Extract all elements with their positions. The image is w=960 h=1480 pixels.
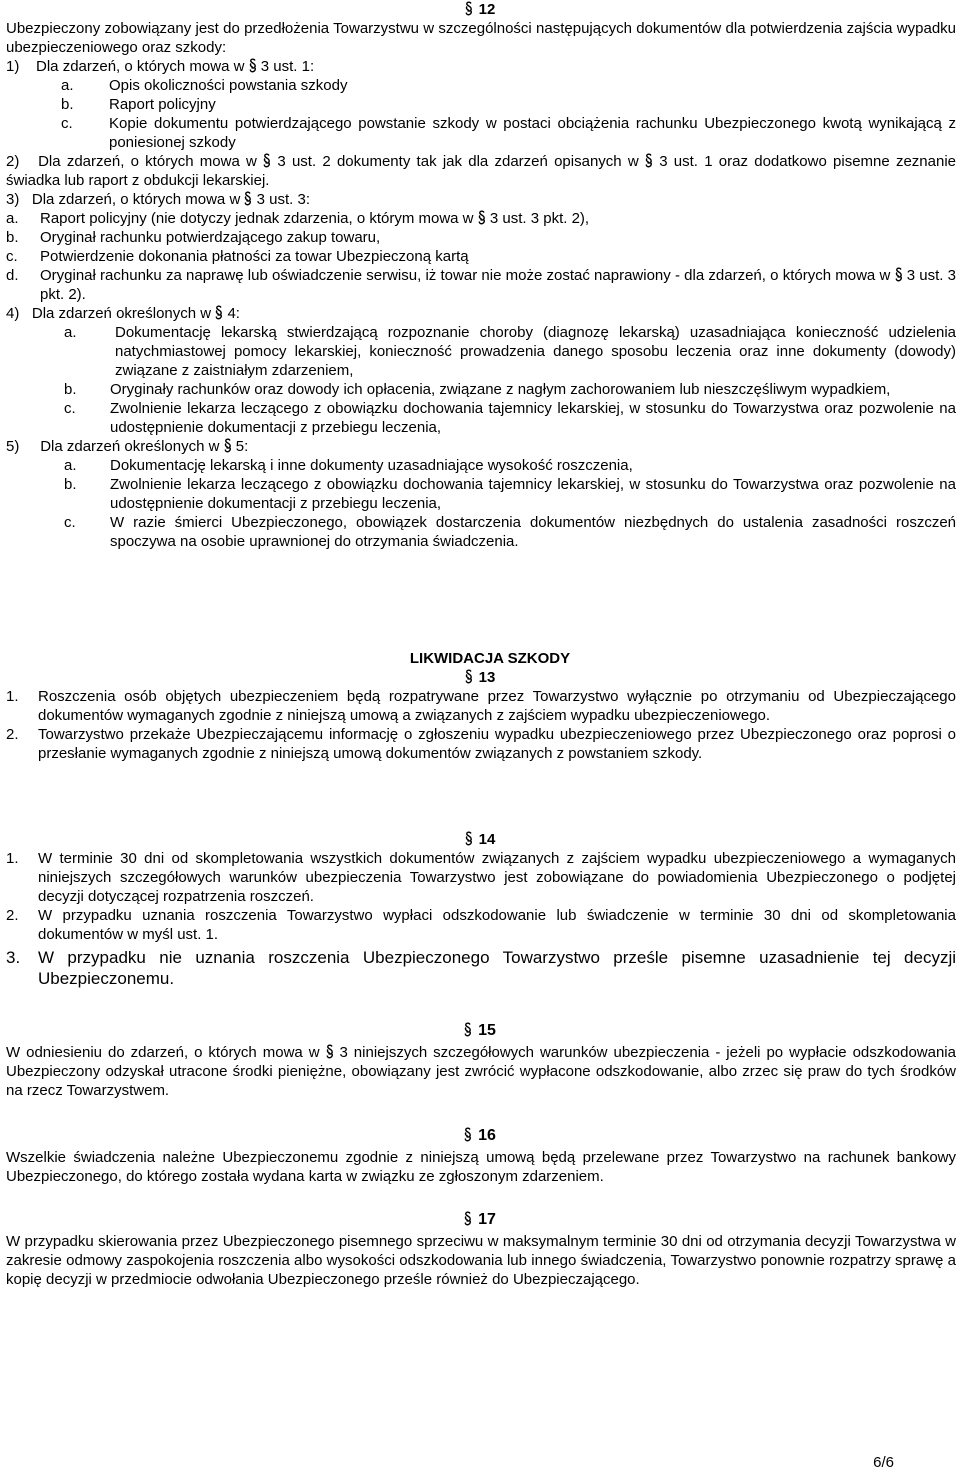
section-14 — [0, 830, 960, 989]
list-item: 1. W terminie 30 dni od skompletowania wszystkich dokumentów związanych z zajściem wypadku ubezpieczeniowego a wymaganych niniejszych szczegółowych warunków ubezpieczenia Towarzystwo jest zobowiązane do powiadomienia Ubezpieczonego o podjętej decyzji dotyczącej rozpatrzenia roszczeń. — [6, 850, 956, 905]
paragraph-sign-icon — [263, 153, 271, 167]
list-item: c. W razie śmierci Ubezpieczonego, obowiązek dostarczenia dokumentów niezbędnych do ustalenia zasadności roszczeń spoczywa na osobie uprawnionej do otrzymania świadczenia. — [64, 514, 956, 550]
section-number: 17 — [0, 1210, 960, 1229]
list-item: b. Zwolnienie lekarza leczącego z obowiązku dochowania tajemnicy lekarskiej, w stosunku do Towarzystwa oraz pozwolenie na udostępnienie dokumentacji z przebiegu leczenia, — [64, 476, 956, 512]
paragraph-sign-icon — [224, 438, 232, 452]
list-item: b. Oryginały rachunków oraz dowody ich opłacenia, związane z nagłym zachorowaniem lub nieszczęśliwym wypadkiem, — [64, 381, 891, 398]
list-item: 2. W przypadku uznania roszczenia Towarzystwo wypłaci odszkodowanie lub świadczenie w terminie 30 dni od skompletowania dokumentów w myśl ust. 1. — [6, 907, 956, 943]
section-12 — [0, 0, 960, 551]
page-number: 6/6 — [873, 1454, 894, 1471]
paragraph-sign-icon — [465, 831, 473, 845]
paragraph-sign-icon — [464, 1211, 472, 1225]
point-4: 4) Dla zdarzeń określonych w 4: — [6, 305, 240, 322]
list-item: b. Oryginał rachunku potwierdzającego zakup towaru, — [6, 229, 381, 246]
list-item: d. Oryginał rachunku za naprawę lub oświadczenie serwisu, iż towar nie może zostać naprawiony - dla zdarzeń, o których mowa w 3 ust. 3 pkt. 2). — [6, 267, 957, 303]
paragraph-sign-icon — [215, 305, 223, 319]
list-item: 2. Towarzystwo przekaże Ubezpieczającemu informację o zgłoszeniu wypadku ubezpieczeniowego przez Ubezpieczonego oraz poprosi o przesłanie wymaganych zgodnie z niniejszą umową dokumentów związanych z powstaniem szkody. — [6, 726, 956, 762]
list-item: a. Dokumentację lekarską stwierdzającą rozpoznanie choroby (diagnozę lekarską) uzasadniająca konieczność udzielenia natychmiastowej pomocy lekarskiej, konieczność prowadzenia danego sposobu leczenia oraz inne dokumenty (dowody) związane z zaistniałym zdarzeniem, — [64, 324, 956, 379]
section-13 — [0, 668, 960, 763]
chapter-heading: LIKWIDACJA SZKODY — [409, 650, 571, 667]
section-number: 14 — [0, 830, 960, 849]
paragraph-sign-icon — [645, 153, 653, 167]
list-item: a. Dokumentację lekarską i inne dokumenty uzasadniające wysokość roszczenia, — [64, 457, 633, 474]
section-12-intro: Ubezpieczony zobowiązany jest do przedłożenia Towarzystwu w szczególności następujących dokumentów dla potwierdzenia zajścia wypadku ubezpieczeniowego oraz szkody: — [6, 20, 956, 56]
list-item: 3. W przypadku nie uznania roszczenia Ubezpieczonego Towarzystwo prześle pisemne uzasadnienie tej decyzji Ubezpieczonemu. — [6, 948, 956, 988]
list-item: b. Raport policyjny — [61, 96, 216, 113]
paragraph-sign-icon — [465, 669, 473, 683]
paragraph-sign-icon — [465, 1, 473, 15]
paragraph-sign-icon — [895, 267, 903, 281]
point-3: 3) Dla zdarzeń, o których mowa w 3 ust. 3: — [6, 191, 310, 208]
paragraph-sign-icon — [478, 210, 486, 224]
section-number: 15 — [0, 1021, 960, 1040]
list-item: 1. Roszczenia osób objętych ubezpieczeniem będą rozpatrywane przez Towarzystwo wyłącznie po otrzymaniu od Ubezpieczającego dokumentów wymaganych zgodnie z niniejszą umową a związanych z zajściem wypadku ubezpieczeniowego. — [6, 688, 956, 724]
section-17 — [0, 1210, 960, 1289]
list-item: c. Kopie dokumentu potwierdzającego powstanie szkody w postaci obciążenia rachunku Ubezpieczonego kwotą wynikającą z poniesionej szkody — [61, 115, 956, 151]
paragraph-sign-icon — [249, 58, 257, 72]
point-1: 1) Dla zdarzeń, o których mowa w 3 ust. 1: — [6, 58, 315, 75]
list-item: a. Opis okoliczności powstania szkody — [61, 77, 348, 94]
point-2: 2) Dla zdarzeń, o których mowa w 3 ust. 2 dokumenty tak jak dla zdarzeń opisanych w 3 ust. 1 oraz dodatkowo pisemne zeznanie świadka lub raport z obdukcji lekarskiej. — [6, 153, 957, 189]
section-16 — [0, 1126, 960, 1186]
section-number: 12 — [0, 0, 960, 19]
section-15 — [0, 1021, 960, 1100]
section-16-text: Wszelkie świadczenia należne Ubezpieczonemu zgodnie z niniejszą umową będą przelewane przez Towarzystwo na rachunek bankowy Ubezpieczonego, do którego została wydana karta w związku ze zgłoszonym zdarzeniem. — [6, 1149, 956, 1185]
paragraph-sign-icon — [464, 1127, 472, 1141]
list-item: c. Potwierdzenie dokonania płatności za towar Ubezpieczoną kartą — [6, 248, 469, 265]
section-15-text: W odniesieniu do zdarzeń, o których mowa w 3 niniejszych szczegółowych warunków ubezpieczenia - jeżeli po wypłacie odszkodowania Ubezpieczony odzyskał utracone środki pieniężne, obowiązany jest zwrócić wypłacone odszkodowanie, albo zrzec się praw do tych środków na rzecz Towarzystwem. — [6, 1044, 956, 1099]
list-item: a. Raport policyjny (nie dotyczy jednak zdarzenia, o którym mowa w 3 ust. 3 pkt. 2), — [6, 210, 590, 227]
list-item: c. Zwolnienie lekarza leczącego z obowiązku dochowania tajemnicy lekarskiej, w stosunku do Towarzystwa oraz pozwolenie na udostępnienie dokumentacji z przebiegu leczenia, — [64, 400, 956, 436]
point-5: 5) Dla zdarzeń określonych w 5: — [6, 438, 249, 455]
section-number: 13 — [0, 668, 960, 687]
paragraph-sign-icon — [464, 1022, 472, 1036]
section-17-text: W przypadku skierowania przez Ubezpieczonego pisemnego sprzeciwu w maksymalnym terminie 30 dni od otrzymania decyzji Towarzystwa w zakresie odmowy zaspokojenia roszczenia albo wysokości odszkodowania lub innego świadczenia, Towarzystwo ponownie rozpatrzy sprawę a kopię decyzji w przedmiocie odwołania Ubezpieczonego prześle również do Ubezpieczającego. — [6, 1233, 956, 1288]
paragraph-sign-icon — [326, 1044, 334, 1058]
paragraph-sign-icon — [244, 191, 252, 205]
section-number: 16 — [0, 1126, 960, 1145]
